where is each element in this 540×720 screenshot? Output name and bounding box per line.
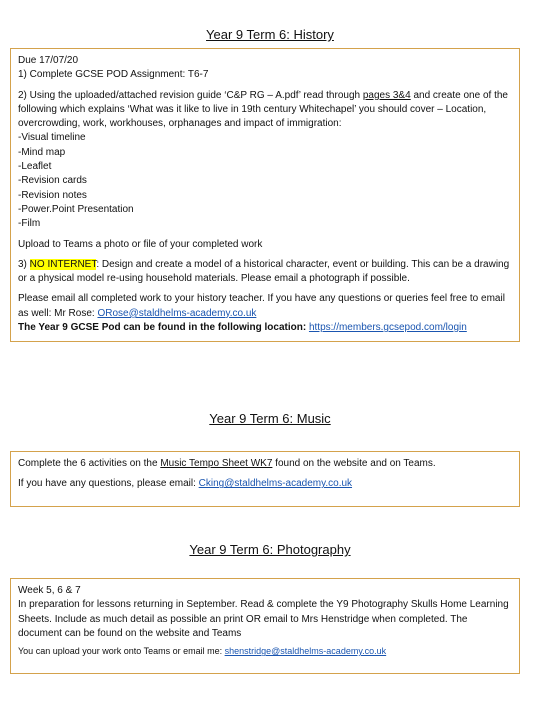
history-task-3: [18, 258, 512, 287]
history-task-2-intro: 2) Using the uploaded/attached revision guide ‘C&P RG – A.pdf’ read through: [18, 89, 363, 101]
history-pages-ref: pages 3&4: [362, 89, 411, 101]
photography-box: [10, 578, 520, 674]
photography-upload-note: [18, 644, 512, 658]
history-teacher-email-link[interactable]: ORose@staldhelms-academy.co.uk: [97, 307, 257, 319]
option-revision-cards: -Revision cards: [18, 175, 87, 187]
history-email-text: Please email all completed work to your history teacher. If you have any questions or queries feel free to email as well: Mr Rose:: [18, 293, 505, 319]
music-teacher-email-link[interactable]: Cking@staldhelms-academy.co.uk: [198, 478, 353, 490]
photography-title: Year 9 Term 6: Photography: [189, 542, 351, 557]
history-task-1: 1) Complete GCSE POD Assignment: T6-7: [18, 69, 209, 81]
option-powerpoint: -Power.Point Presentation: [18, 203, 134, 215]
history-task-2: [18, 89, 512, 132]
option-film: -Film: [18, 218, 41, 230]
photography-upload-text: You can upload your work onto Teams or email me:: [18, 646, 225, 657]
history-task-2-body: and create one of the following which explains ‘What was it like to live in 19th century Whitechapel’ you should cover – Location, overcrowding, work, workhouses, orphanages and impact of immigration:: [18, 89, 508, 130]
no-internet-highlight: NO INTERNET: [29, 258, 97, 270]
music-tempo-sheet-link[interactable]: Music Tempo Sheet WK7: [160, 458, 273, 469]
option-revision-notes: -Revision notes: [18, 189, 87, 201]
music-title: Year 9 Term 6: Music: [209, 411, 331, 426]
gcsepod-link[interactable]: https://members.gcsepod.com/login: [308, 322, 467, 334]
music-line-1: [18, 457, 512, 471]
photography-body: In preparation for lessons returning in September. Read & complete the Y9 Photography Skulls Home Learning Sheets. Include as much detail as possible an print OR email to Mrs Henstridge when completed. The document can be found on the website and Teams: [18, 599, 509, 639]
music-box: [10, 451, 520, 507]
photography-teacher-email-link[interactable]: shenstridge@staldhelms-academy.co.uk: [224, 646, 387, 657]
history-task-3-body: : Design and create a model of a historical character, event or building. This can be a drawing or a physical model re-using household materials. Please email a photograph if possible.: [18, 258, 510, 285]
music-line-1-post: found on the website and on Teams.: [272, 458, 436, 469]
history-pod-text: The Year 9 GCSE Pod can be found in the following location:: [18, 322, 309, 334]
history-title: Year 9 Term 6: History: [206, 27, 334, 42]
option-mind-map: -Mind map: [18, 146, 66, 158]
history-upload-note: Upload to Teams a photo or file of your completed work: [18, 238, 263, 250]
option-visual-timeline: -Visual timeline: [18, 132, 86, 144]
history-due: Due 17/07/20: [18, 55, 79, 66]
photography-week: Week 5, 6 & 7: [18, 585, 81, 596]
option-leaflet: -Leaflet: [18, 161, 52, 173]
history-pod-note: [18, 321, 512, 335]
music-line-2: [18, 477, 512, 491]
music-line-2-pre: If you have any questions, please email:: [18, 478, 199, 490]
history-task-3-number: 3): [18, 258, 30, 270]
music-line-1-pre: Complete the 6 activities on the: [18, 458, 161, 469]
history-box: [10, 48, 520, 342]
history-email-note: [18, 292, 512, 321]
